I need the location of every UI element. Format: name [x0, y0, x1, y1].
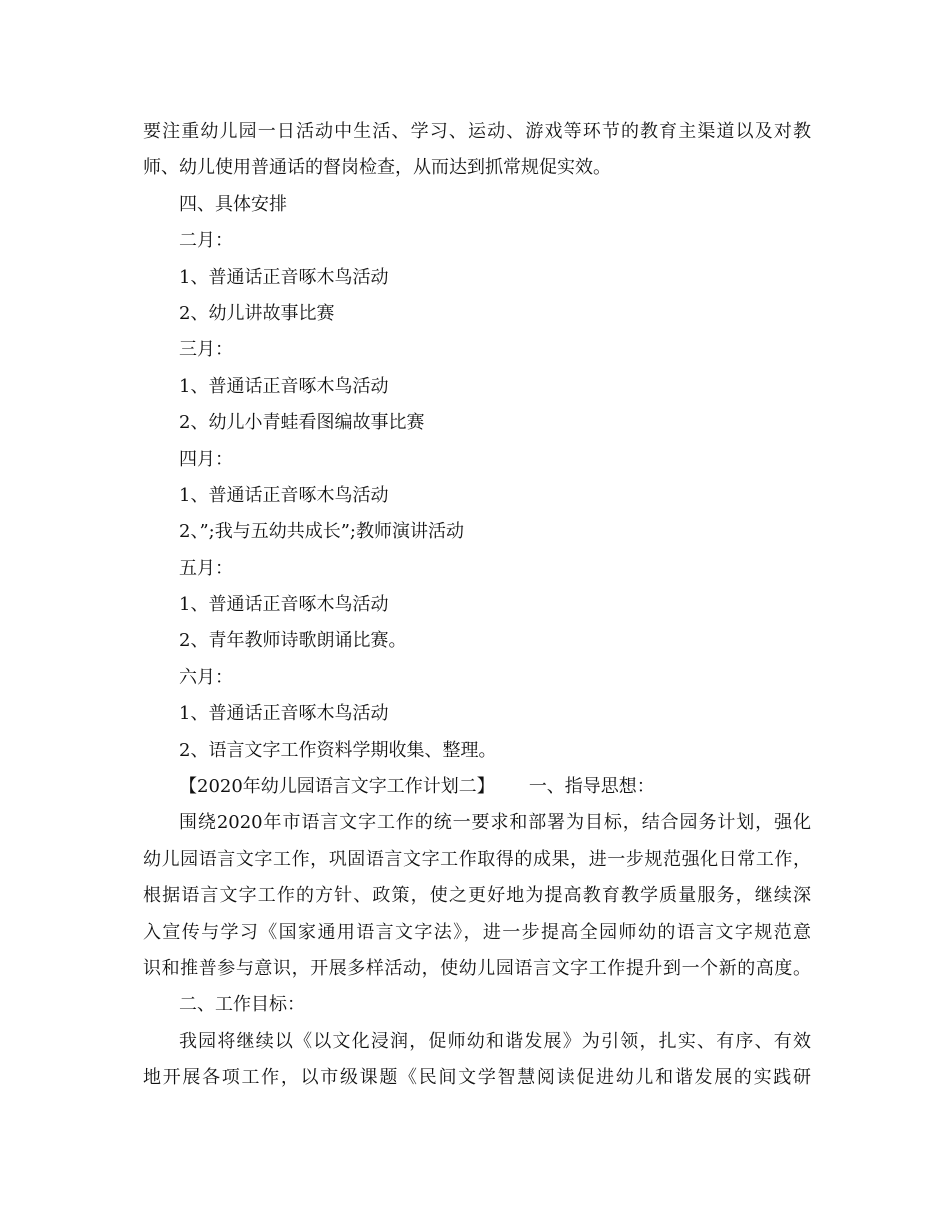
paragraph-line: 识和推普参与意识，开展多样活动，使幼儿园语言文字工作提升到一个新的高度。 [143, 957, 811, 979]
month-heading: 四月： [179, 448, 233, 470]
list-item: 1、普通话正音啄木鸟活动 [179, 375, 389, 397]
paragraph-line: 围绕2020年市语言文字工作的统一要求和部署为目标，结合园务计划，强化 [179, 812, 811, 834]
list-item: 2、幼儿小青蛙看图编故事比赛 [179, 412, 425, 434]
list-item: 1、普通话正音啄木鸟活动 [179, 703, 389, 725]
paragraph-line: 根据语言文字工作的方针、政策，使之更好地为提高教育教学质量服务，继续深 [143, 885, 811, 907]
list-item: 2、幼儿讲故事比赛 [179, 302, 335, 324]
paragraph-line: 我园将继续以《以文化浸润，促师幼和谐发展》为引领，扎实、有序、有效 [179, 1030, 811, 1052]
list-item: 1、普通话正音啄木鸟活动 [179, 484, 389, 506]
month-heading: 五月： [179, 557, 233, 579]
section-heading-work-goals: 二、工作目标： [179, 994, 305, 1016]
paragraph-line: 幼儿园语言文字工作，巩固语言文字工作取得的成果，进一步规范强化日常工作， [143, 848, 811, 870]
document-body [143, 114, 811, 1097]
list-item: 2、语言文字工作资料学期收集、整理。 [179, 739, 497, 761]
paragraph-line: 师、幼儿使用普通话的督岗检查，从而达到抓常规促实效。 [143, 157, 611, 179]
list-item: 2、”;我与五幼共成长”;教师演讲活动 [179, 521, 464, 543]
month-heading: 二月： [179, 230, 233, 252]
plan-title: 【2020年幼儿园语言文字工作计划二】 [179, 776, 495, 798]
month-heading: 六月： [179, 666, 233, 688]
plan-heading-line [143, 769, 811, 805]
list-item: 2、青年教师诗歌朗诵比赛。 [179, 630, 407, 652]
list-item: 1、普通话正音啄木鸟活动 [179, 594, 389, 616]
paragraph-line: 入宣传与学习《国家通用语言文字法》，进一步提高全园师幼的语言文字规范意 [143, 921, 811, 943]
paragraph-line: 地开展各项工作，以市级课题《民间文学智慧阅读促进幼儿和谐发展的实践研 [143, 1067, 811, 1089]
paragraph-line: 要注重幼儿园一日活动中生活、学习、运动、游戏等环节的教育主渠道以及对教 [143, 121, 811, 142]
section-heading-arrangement: 四、具体安排 [179, 193, 287, 215]
list-item: 1、普通话正音啄木鸟活动 [179, 266, 389, 288]
section-heading-guiding-ideology: 一、指导思想： [528, 776, 655, 798]
month-heading: 三月： [179, 339, 233, 361]
